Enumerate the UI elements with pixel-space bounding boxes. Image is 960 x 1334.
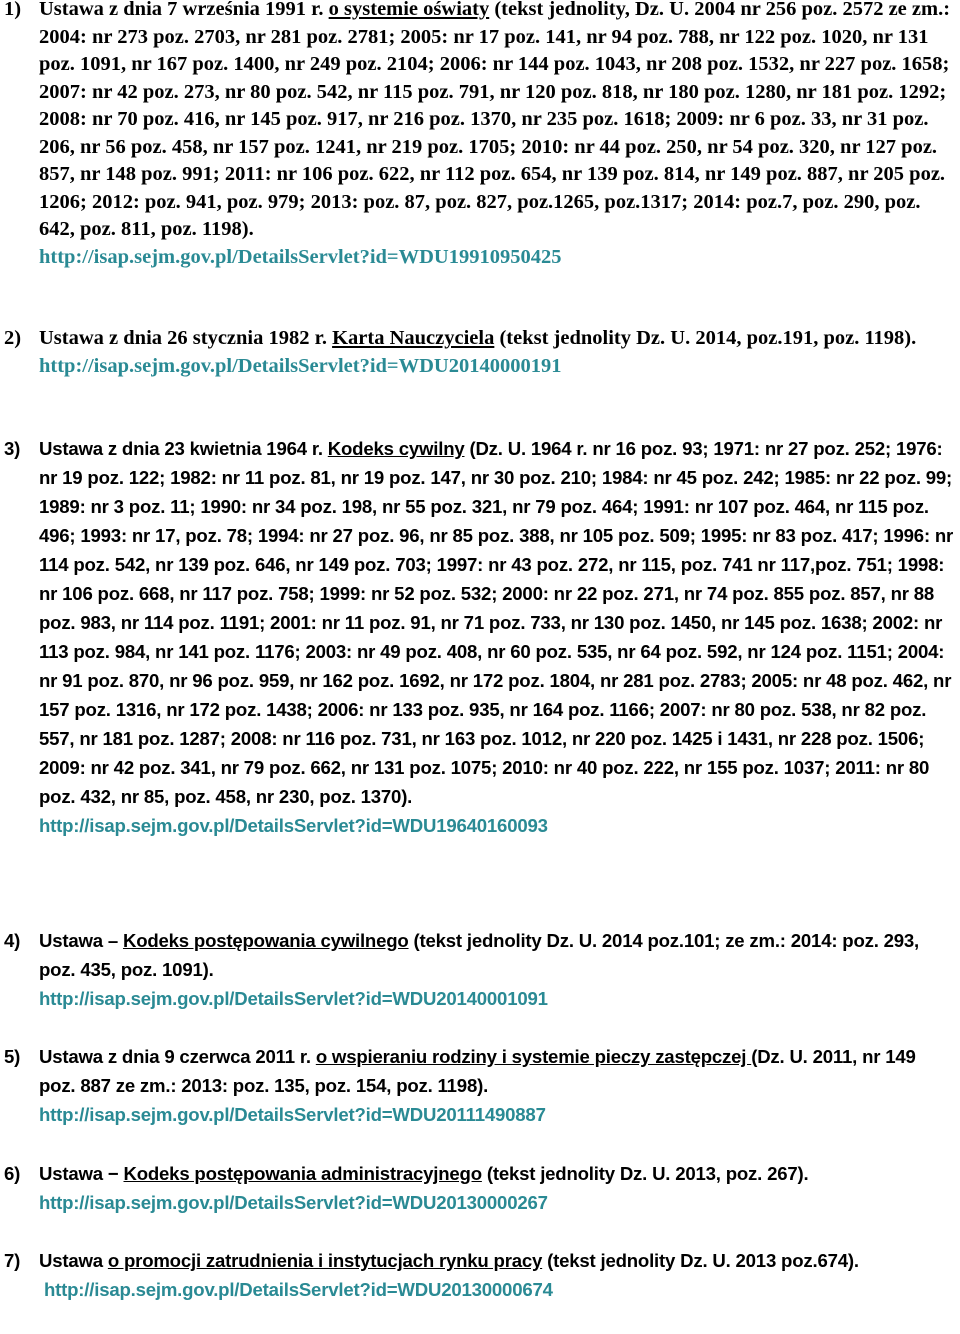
isap-link[interactable]: http://isap.sejm.gov.pl/DetailsServlet?id=WDU20140000191 [39, 354, 562, 377]
act-title: Kodeks postępowania administracyjnego [123, 1163, 482, 1184]
act-title: o systemie oświaty [328, 0, 490, 20]
list-item [0, 325, 960, 380]
item-details: (tekst jednolity Dz. U. 2014, poz.191, poz. 1198). [494, 327, 917, 349]
item-details: (Dz. U. 1964 r. nr 16 poz. 93; 1971: nr 27 poz. 252; 1976: nr 19 poz. 122; 1982: nr 11 poz. 81, nr 19 poz. 147, nr 30 poz. 210; 1984: nr 45 poz. 242; 1985: nr 22 poz. 99; 1989: nr 3 poz. 11; 1990: nr 34 poz. 198, nr 55 poz. 321, nr 79 poz. 464; 1991: nr 107 poz. 464, nr 115 poz. 496; 1993: nr 17, poz. 78; 1994: nr 27 poz. 96, nr 85 poz. 388, nr 105 poz. 509; 1995: nr 83 poz. 417; 1996: nr 114 poz. 542, nr 139 poz. 646, nr 149 poz. 703; 1997: nr 43 poz. 272, nr 115, poz. 741 nr 117,poz. 751; 1998: nr 106 poz. 668, nr 117 poz. 758; 1999: nr 52 poz. 532; 2000: nr 22 poz. 271, nr 74 poz. 855 poz. 857, nr 88 poz. 983, nr 114 poz. 1191; 2001: nr 11 poz. 91, nr 71 poz. 733, nr 130 poz. 1450, nr 145 poz. 1638; 2002: nr 113 poz. 984, nr 141 poz. 1176; 2003: nr 49 poz. 408, nr 60 poz. 535, nr 64 poz. 592, nr 124 poz. 1151; 2004: nr 91 poz. 870, nr 96 poz. 959, nr 162 poz. 1692, nr 172 poz. 1804, nr 281 poz. 2783; 2005: nr 48 poz. 462, nr 157 poz. 1316, nr 172 poz. 1438; 2006: nr 133 poz. 935, nr 164 poz. 1166; 2007: nr 80 poz. 538, nr 82 poz. 557, nr 181 poz. 1287; 2008: nr 116 poz. 731, nr 163 poz. 1012, nr 220 poz. 1425 i 1431, nr 228 poz. 1506; 2009: nr 42 poz. 341, nr 79 poz. 662, nr 131 poz. 1075; 2010: nr 40 poz. 222, nr 155 poz. 1037; 2011: nr 80 poz. 432, nr 85, poz. 458, nr 230, poz. 1370). [39, 438, 954, 807]
item-details: (tekst jednolity Dz. U. 2014 poz.101; ze zm.: 2014: poz. 293, poz. 435, poz. 1091). [39, 930, 920, 980]
isap-link[interactable]: http://isap.sejm.gov.pl/DetailsServlet?id=WDU20111490887 [39, 1104, 546, 1125]
item-body [39, 434, 954, 840]
item-number: 1) [4, 0, 22, 20]
isap-link[interactable]: http://isap.sejm.gov.pl/DetailsServlet?id=WDU20130000267 [39, 1192, 548, 1213]
list-item [0, 1159, 960, 1217]
isap-link[interactable]: http://isap.sejm.gov.pl/DetailsServlet?id=WDU19640160093 [39, 815, 548, 836]
item-number: 2) [4, 327, 22, 349]
list-item [0, 0, 960, 271]
item-prefix: Ustawa [39, 1250, 108, 1271]
list-item [0, 434, 960, 840]
item-body [39, 0, 954, 271]
item-body [39, 325, 954, 380]
act-title: o wspieraniu rodziny i systemie pieczy zastępczej [315, 1046, 752, 1067]
item-details: (tekst jednolity Dz. U. 2013, poz. 267). [481, 1163, 809, 1184]
item-body [39, 1246, 954, 1304]
item-prefix: Ustawa – [39, 930, 123, 951]
list-item [0, 926, 960, 1013]
isap-link[interactable]: http://isap.sejm.gov.pl/DetailsServlet?id=WDU20140001091 [39, 988, 548, 1009]
act-title: Kodeks cywilny [327, 438, 465, 459]
item-prefix: Ustawa z dnia 23 kwietnia 1964 r. [39, 438, 328, 459]
item-number: 6) [4, 1163, 21, 1184]
act-title: Karta Nauczyciela [332, 327, 495, 349]
act-title: Kodeks postępowania cywilnego [122, 930, 409, 951]
item-details: (Dz. U. 2011, nr 149 poz. 887 ze zm.: 2013: poz. 135, poz. 154, poz. 1198). [39, 1046, 916, 1096]
item-number: 3) [4, 438, 21, 459]
list-item [0, 1042, 960, 1129]
item-number: 4) [4, 930, 21, 951]
item-prefix: Ustawa z dnia 7 września 1991 r. [39, 0, 329, 20]
item-body [39, 926, 954, 1013]
item-details: (tekst jednolity Dz. U. 2013 poz.674). [542, 1250, 859, 1271]
item-number: 5) [4, 1046, 21, 1067]
list-item [0, 1246, 960, 1304]
item-prefix: Ustawa − [39, 1163, 124, 1184]
item-prefix: Ustawa z dnia 26 stycznia 1982 r. [39, 327, 333, 349]
item-details: (tekst jednolity, Dz. U. 2004 nr 256 poz. 2572 ze zm.: 2004: nr 273 poz. 2703, nr 281 poz. 2781; 2005: nr 17 poz. 141, nr 94 poz. 788, nr 122 poz. 1020, nr 131 poz. 1091, nr 167 poz. 1400, nr 249 poz. 2104; 2006: nr 144 poz. 1043, nr 208 poz. 1532, nr 227 poz. 1658; 2007: nr 42 poz. 273, nr 80 poz. 542, nr 115 poz. 791, nr 120 poz. 818, nr 180 poz. 1280, nr 181 poz. 1292; 2008: nr 70 poz. 416, nr 145 poz. 917, nr 216 poz. 1370, nr 235 poz. 1618; 2009: nr 6 poz. 33, nr 31 poz. 206, nr 56 poz. 458, nr 157 poz. 1241, nr 219 poz. 1705; 2010: nr 44 poz. 250, nr 54 poz. 320, nr 127 poz. 857, nr 148 poz. 991; 2011: nr 106 poz. 622, nr 112 poz. 654, nr 139 poz. 814, nr 149 poz. 887, nr 205 poz. 1206; 2012: poz. 941, poz. 979; 2013: poz. 87, poz. 827, poz.1265, poz.1317; 2014: poz.7, poz. 290, poz. 642, poz. 811, poz. 1198). [39, 0, 951, 240]
isap-link[interactable]: http://isap.sejm.gov.pl/DetailsServlet?id=WDU19910950425 [39, 245, 562, 268]
item-prefix: Ustawa z dnia 9 czerwca 2011 r. [39, 1046, 316, 1067]
act-title: o promocji zatrudnienia i instytucjach rynku pracy [107, 1250, 543, 1271]
item-body [39, 1159, 954, 1217]
isap-link[interactable]: http://isap.sejm.gov.pl/DetailsServlet?id=WDU20130000674 [44, 1279, 553, 1300]
item-number: 7) [4, 1250, 21, 1271]
item-body [39, 1042, 954, 1129]
